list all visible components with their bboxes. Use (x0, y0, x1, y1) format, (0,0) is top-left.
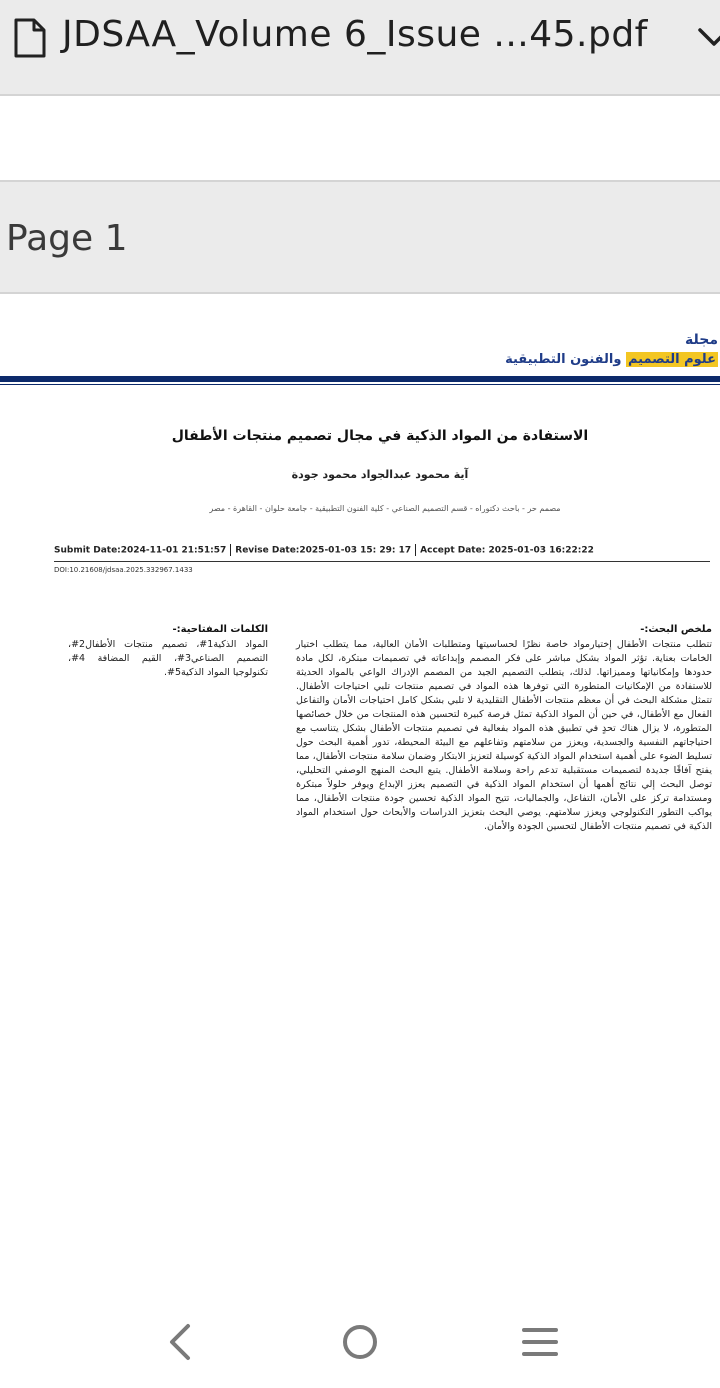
page-indicator-bar (0, 180, 720, 294)
article-doi: DOI:10.21608/jdsaa.2025.332967.1433 (54, 566, 193, 574)
abstract-heading: ملخص البحث:- (640, 624, 712, 635)
journal-logo-line1: مجلة (685, 332, 718, 348)
accept-date: Accept Date: 2025-01-03 16:22:22 (420, 545, 594, 556)
file-name: JDSAA_Volume 6_Issue ...45.pdf (62, 14, 648, 55)
journal-logo-highlight: علوم التصميم (627, 352, 716, 367)
home-icon[interactable] (330, 1318, 390, 1366)
keywords-heading: الكلمات المفتاحية:- (172, 624, 268, 635)
chevron-down-icon[interactable] (694, 20, 720, 54)
submit-date: Submit Date:2024-11-01 21:51:57 (54, 545, 227, 556)
header-rule (0, 376, 720, 382)
header-rule-thin (0, 384, 720, 385)
article-title: الاستفادة من المواد الذكية في مجال تصميم منتجات الأطفال (171, 428, 589, 444)
article-author: آية محمود عبدالجواد محمود جودة (291, 468, 469, 481)
menu-icon[interactable] (510, 1318, 570, 1366)
page-indicator: Page 1 (6, 218, 128, 259)
journal-logo-rest: والفنون التطبيقية (505, 352, 622, 367)
article-affiliation: مصمم حر - باحث دكتوراه - قسم التصميم الصناعي - كلية الفنون التطبيقية - جامعة حلوان - القاهرة - مصر (209, 504, 561, 513)
document-icon[interactable] (12, 18, 48, 58)
keywords-text: المواد الذكية1#، تصميم منتجات الأطفال2#، التصميم الصناعي3#، القيم المضافة 4#، تكنولوجيا المواد الذكية5#. (68, 639, 268, 678)
revise-date: Revise Date:2025-01-03 15: 29: 17 (235, 545, 412, 556)
journal-logo (505, 352, 718, 367)
back-icon[interactable] (150, 1318, 210, 1366)
pdf-toolbar (0, 0, 720, 96)
system-nav-bar (0, 1296, 720, 1388)
spacer (0, 96, 720, 180)
abstract-text: تتطلب منتجات الأطفال إختيارمواد خاصة نظرًا لحساسيتها ومتطلبات الأمان العالية، مما يتطلب اختيار الخامات بعناية. تؤثر المواد بشكل مباشر على فكر المصمم وإبداعاته في تصميمات مبتكرة، لكل مادة حدودها وإمكانياتها ومميزاتها. لذلك، يتطلب التصميم الجيد من المصمم الإدراك الواعي بالمواد الحديثة للاستفادة من الإمكانيات المتطورة التي توفرها هذه المواد في تصميم منتجات تلبي احتياجات الأطفال. تتمثل مشكلة البحث في أن معظم منتجات الأطفال التقليدية لا تلبي بشكل كامل احتياجات الأمان والتفاعل الفعال مع الأطفال، في حين أن المواد الذكية تمثل فرصة كبيرة لتحسين هذه المنتجات من خلال خصائصها المتطورة، لا يزال هناك تحدٍ في تطبيق هذه المواد بفعالية في تصميم منتجات الأطفال بشكل يتناسب مع احتياجاتهم النفسية والجسدية، ويعزز من سلامتهم وتفاعلهم مع البيئة المحيطة، تدور أهمية البحث حول تسليط الضوء على أهمية استخدام المواد الذكية كوسيلة لتعزيز الابتكار وضمان سلامة منتجات الأطفال، مما يفتح آفاقًا جديدة لتصميمات مستقبلية تدعم راحة وسلامة الأطفال. يتبع البحث المنهج الوصفي التحليلي، توصل البحث إلي نتائج أهمها أن استخدام المواد الذكية في التصميم يعزز الإبداع ويوفر حلولاً مبتكرة ومستدامة تركز على الأمان، التفاعل، والجماليات، تتيح المواد الذكية تحسين جودة منتجات الأطفال، مما يواكب التطور التكنولوجي ويعزز سلامتهم. يوصي البحث بتعزيز الدراسات والأبحاث حول استخدام المواد الذكية في تصميم منتجات الأطفال لتحسين الجودة والأمان. (296, 639, 712, 832)
pdf-page[interactable] (0, 296, 720, 1296)
article-dates (54, 544, 710, 562)
